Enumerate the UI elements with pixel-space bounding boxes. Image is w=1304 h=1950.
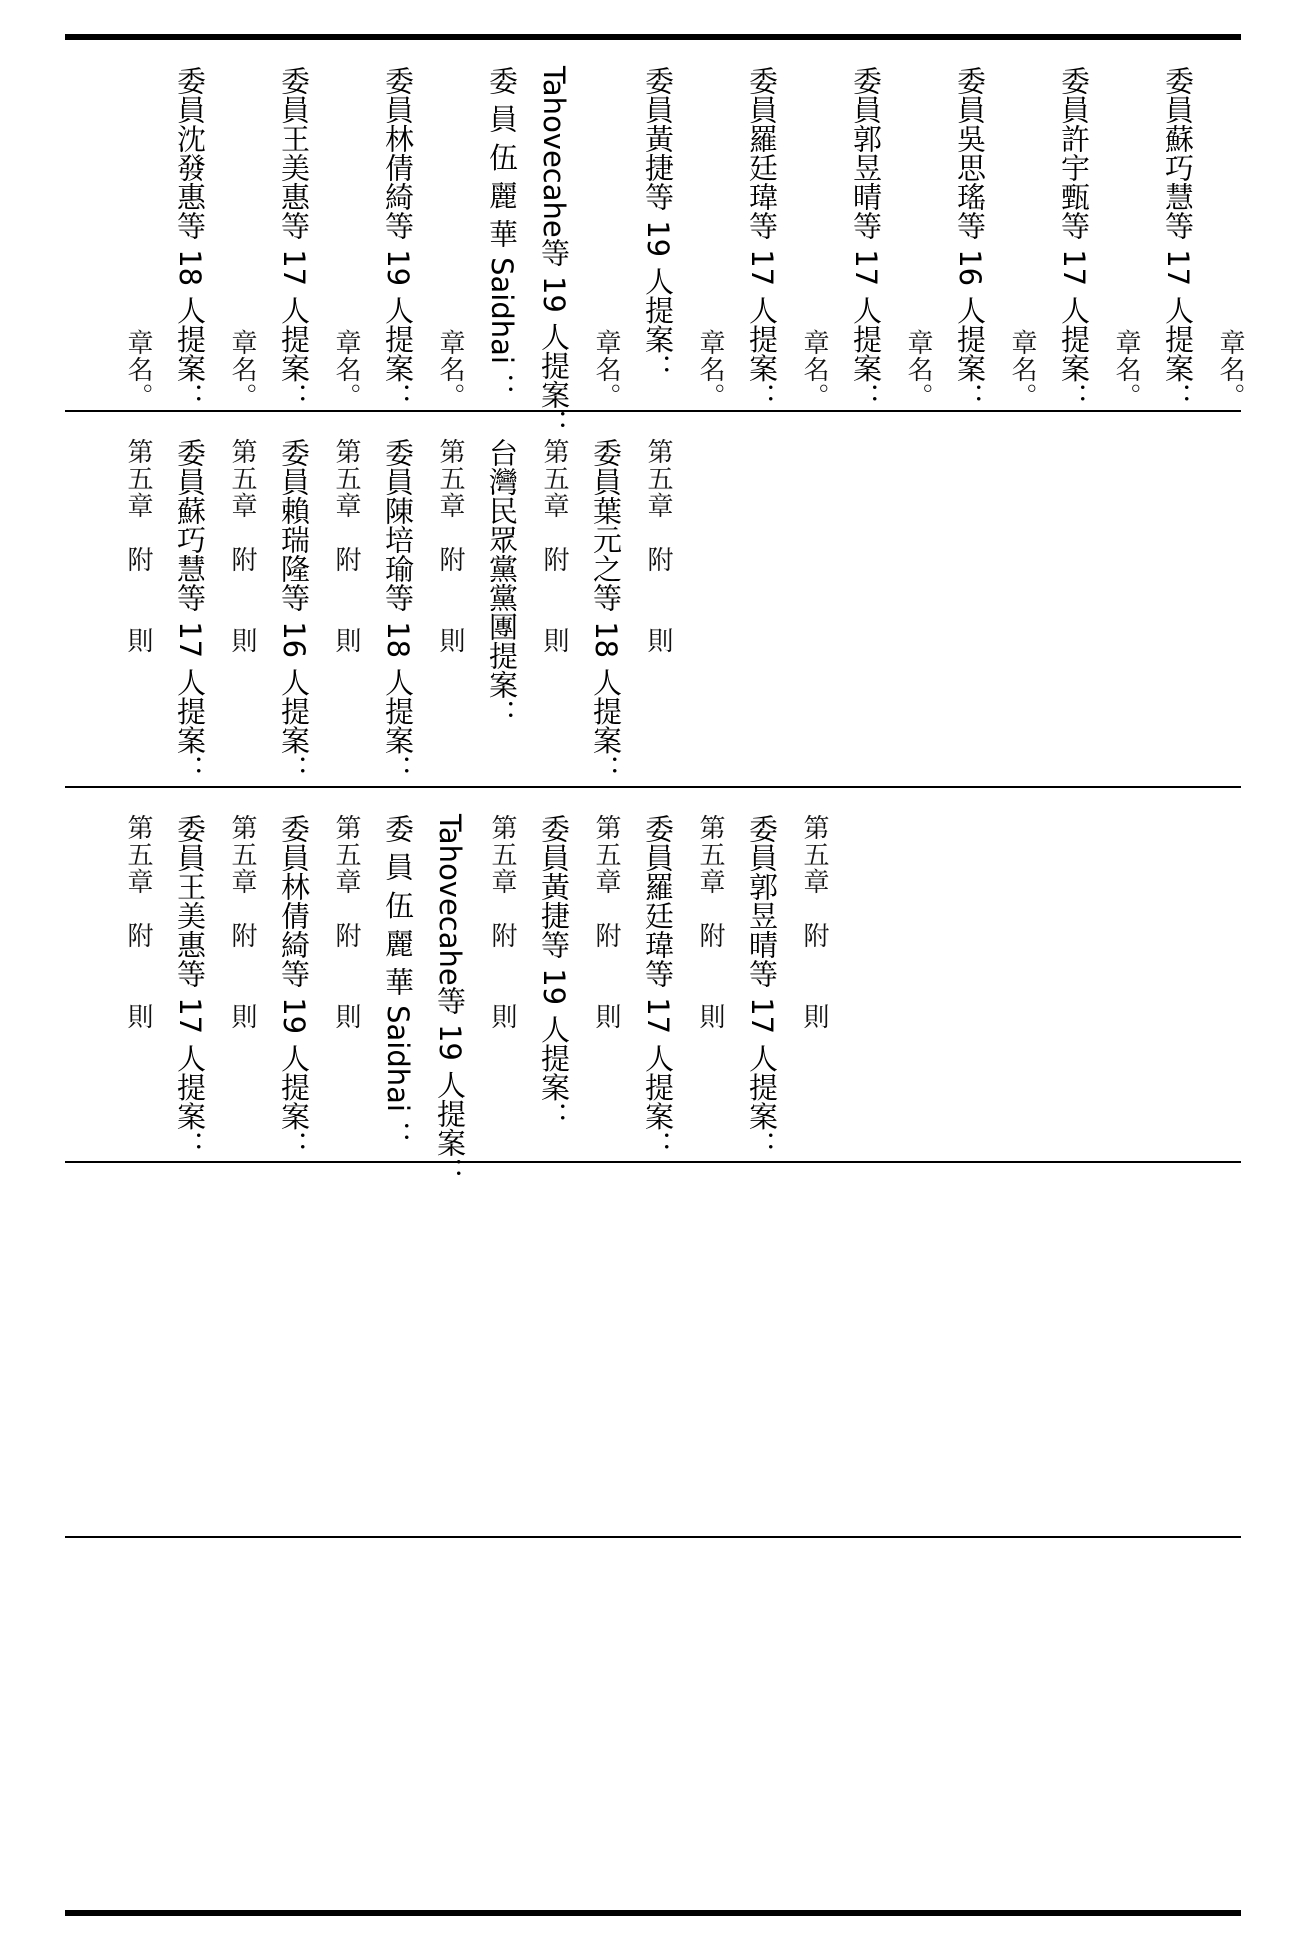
chapter-name-note: 章名。 — [435, 329, 465, 410]
chapter-heading: 第五章 附 則 — [227, 814, 257, 1030]
proposal-heading: 台灣民眾黨黨團提案： — [485, 438, 519, 728]
bottom-border — [65, 1910, 1241, 1916]
chapter-name-note: 章名。 — [903, 329, 933, 410]
proposal-heading: 委員羅廷瑋等 17 人提案： — [641, 814, 675, 1160]
panel-5-empty — [65, 1538, 1241, 1910]
proposal-heading: 委員郭昱晴等 17 人提案： — [745, 814, 779, 1160]
proposal-heading: 委員沈發惠等 18 人提案： — [173, 66, 207, 412]
proposal-heading: 委員吳思瑤等 16 人提案： — [953, 66, 987, 412]
proposal-heading: 委員許宇甄等 17 人提案： — [1057, 66, 1091, 412]
proposal-heading: 委員葉元之等 18 人提案： — [589, 438, 623, 784]
panel-1 — [65, 40, 1245, 439]
chapter-heading: 第五章 附 則 — [435, 438, 465, 654]
chapter-name-note: 章名。 — [123, 329, 153, 410]
chapter-heading: 第五章 附 則 — [227, 438, 257, 654]
chapter-name-note: 章名。 — [695, 329, 725, 410]
chapter-heading: 第五章 附 則 — [799, 814, 829, 1030]
chapter-name-note: 章名。 — [227, 329, 257, 410]
proposal-heading: 委 員 伍 麗 華 Saidhai ： — [485, 66, 519, 403]
proposal-heading: Tahovecahe等 19 人提案： — [537, 66, 571, 439]
panel-3 — [65, 788, 1241, 1187]
chapter-name-note: 章名。 — [1111, 329, 1141, 410]
chapter-heading: 第五章 附 則 — [487, 814, 517, 1030]
chapter-heading: 第五章 附 則 — [331, 814, 361, 1030]
panel-4-empty — [65, 1163, 1241, 1536]
chapter-heading: 第五章 附 則 — [643, 438, 673, 654]
proposal-heading: 委員林倩綺等 19 人提案： — [381, 66, 415, 412]
chapter-heading: 第五章 附 則 — [123, 438, 153, 654]
proposal-heading: 委員蘇巧慧等 17 人提案： — [1161, 66, 1195, 412]
proposal-heading: 委 員 伍 麗 華 Saidhai ： — [381, 814, 415, 1151]
proposal-heading: 委員郭昱晴等 17 人提案： — [849, 66, 883, 412]
proposal-heading: 委員蘇巧慧等 17 人提案： — [173, 438, 207, 784]
chapter-heading: 第五章 附 則 — [123, 814, 153, 1030]
panel-2 — [65, 412, 1241, 786]
proposal-heading: 委員王美惠等 17 人提案： — [173, 814, 207, 1160]
chapter-name-note: 章名。 — [1215, 329, 1245, 410]
proposal-heading: 委員黃捷等 19 人提案： — [641, 66, 675, 383]
chapter-heading: 第五章 附 則 — [539, 438, 569, 654]
chapter-heading: 第五章 附 則 — [695, 814, 725, 1030]
chapter-name-note: 章名。 — [1007, 329, 1037, 410]
chapter-name-note: 章名。 — [591, 329, 621, 410]
proposal-heading: 委員賴瑞隆等 16 人提案： — [277, 438, 311, 784]
chapter-heading: 第五章 附 則 — [331, 438, 361, 654]
proposal-heading: 委員黃捷等 19 人提案： — [537, 814, 571, 1131]
proposal-heading: Tahovecahe等 19 人提案： — [433, 814, 467, 1187]
proposal-heading: 委員王美惠等 17 人提案： — [277, 66, 311, 412]
proposal-heading: 委員羅廷瑋等 17 人提案： — [745, 66, 779, 412]
chapter-name-note: 章名。 — [799, 329, 829, 410]
proposal-heading: 委員陳培瑜等 18 人提案： — [381, 438, 415, 784]
chapter-heading: 第五章 附 則 — [591, 814, 621, 1030]
proposal-heading: 委員林倩綺等 19 人提案： — [277, 814, 311, 1160]
chapter-name-note: 章名。 — [331, 329, 361, 410]
